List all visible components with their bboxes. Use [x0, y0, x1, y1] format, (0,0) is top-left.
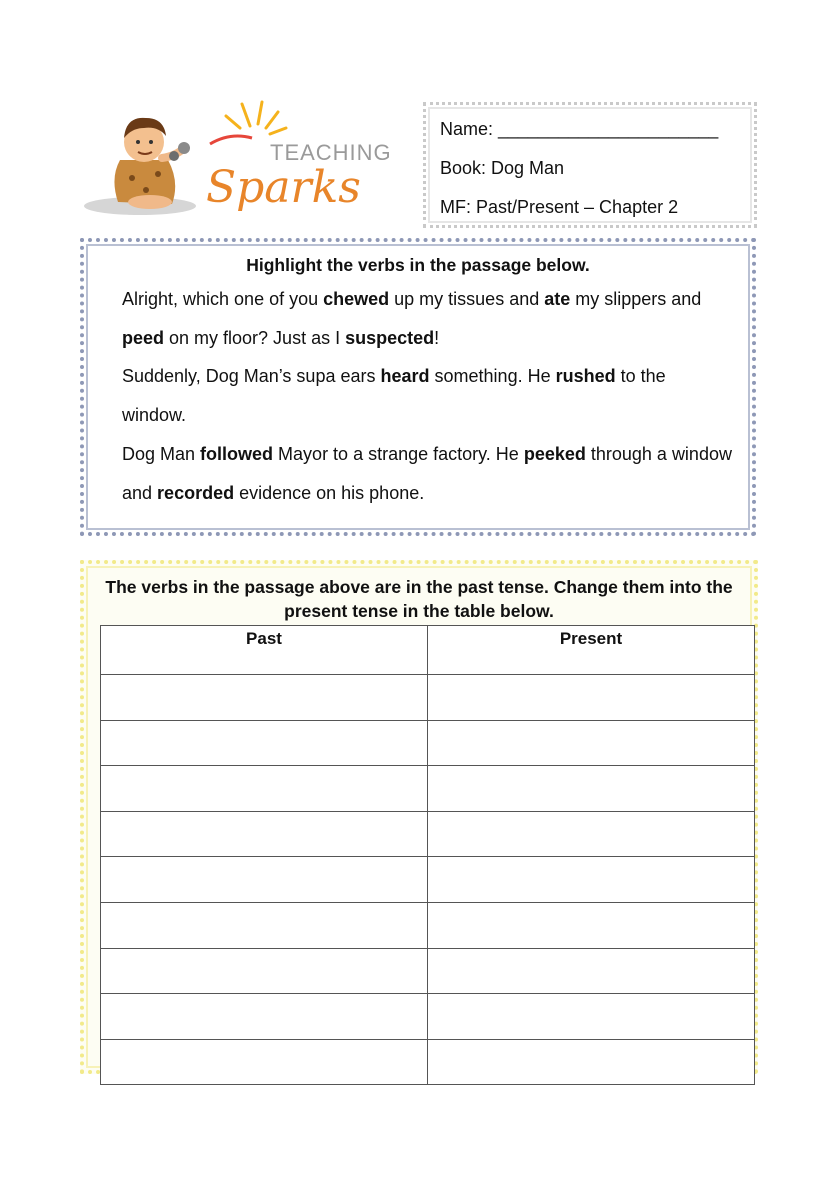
exercise-instructions: The verbs in the passage above are in the past tense. Change them into the present tense in the table below. — [105, 577, 733, 621]
past-answer-cell[interactable] — [101, 811, 428, 857]
table-row — [101, 811, 755, 857]
past-answer-cell[interactable] — [101, 675, 428, 721]
present-answer-cell[interactable] — [428, 720, 755, 766]
verb-bold: chewed — [323, 289, 390, 309]
caveman-mascot-icon — [80, 98, 400, 220]
table-row — [101, 675, 755, 721]
passage-segment: to the window. — [122, 366, 666, 426]
table-row — [101, 902, 755, 948]
exercise-box — [80, 560, 758, 1074]
present-answer-cell[interactable] — [428, 902, 755, 948]
logo-text-teaching: TEACHING — [270, 140, 392, 165]
passage-segment: Alright, which one of you — [122, 289, 324, 309]
passage-segment: Mayor to a strange factory. He — [273, 443, 524, 464]
present-answer-cell[interactable] — [428, 675, 755, 721]
past-answer-cell[interactable] — [101, 857, 428, 903]
verb-bold: suspected — [345, 327, 435, 348]
passage-segment: my slippers and — [570, 289, 702, 309]
teaching-sparks-logo — [80, 98, 400, 220]
mf-topic-line: MF: Past/Present – Chapter 2 — [440, 197, 679, 217]
table-row — [101, 766, 755, 812]
past-answer-cell[interactable] — [101, 994, 428, 1040]
passage-segment: Suddenly, Dog Man’s supa ears — [122, 366, 381, 387]
verb-bold: recorded — [157, 482, 235, 503]
passage-box — [80, 238, 756, 536]
passage-segment: on my floor? Just as I — [164, 327, 346, 348]
present-answer-cell[interactable] — [428, 994, 755, 1040]
verb-bold: rushed — [555, 366, 616, 387]
present-answer-cell[interactable] — [428, 766, 755, 812]
passage-segment: evidence on his phone. — [234, 482, 425, 503]
past-answer-cell[interactable] — [101, 1039, 428, 1085]
verb-bold: heard — [380, 366, 430, 387]
past-answer-cell[interactable] — [101, 766, 428, 812]
verb-bold: ate — [544, 289, 571, 309]
verb-bold: peeked — [523, 443, 586, 464]
passage-segment: ! — [434, 327, 440, 348]
present-answer-cell[interactable] — [428, 857, 755, 903]
passage-segment: up my tissues and — [389, 289, 545, 309]
past-answer-cell[interactable] — [101, 948, 428, 994]
name-field-line[interactable]: Name: ______________________ — [440, 119, 719, 139]
passage-segment: Dog Man — [122, 443, 201, 464]
present-answer-cell[interactable] — [428, 948, 755, 994]
past-answer-cell[interactable] — [101, 902, 428, 948]
passage-segment: through a window and — [122, 443, 732, 503]
logo-text-sparks: Sparks — [206, 162, 361, 213]
verb-bold: peed — [122, 327, 165, 348]
table-row — [101, 1039, 755, 1085]
tense-table — [100, 625, 755, 1085]
book-title-line: Book: Dog Man — [440, 158, 565, 178]
table-row — [101, 948, 755, 994]
table-row — [101, 720, 755, 766]
table-row — [101, 994, 755, 1040]
passage-title: Highlight the verbs in the passage below. — [246, 255, 590, 275]
column-header-present: Present — [428, 626, 755, 675]
column-header-past: Past — [101, 626, 428, 675]
table-row — [101, 857, 755, 903]
present-answer-cell[interactable] — [428, 811, 755, 857]
student-info-box — [423, 102, 757, 228]
passage-segment: something. He — [429, 366, 556, 387]
past-answer-cell[interactable] — [101, 720, 428, 766]
passage-text — [122, 280, 732, 512]
present-answer-cell[interactable] — [428, 1039, 755, 1085]
verb-bold: followed — [200, 443, 274, 464]
